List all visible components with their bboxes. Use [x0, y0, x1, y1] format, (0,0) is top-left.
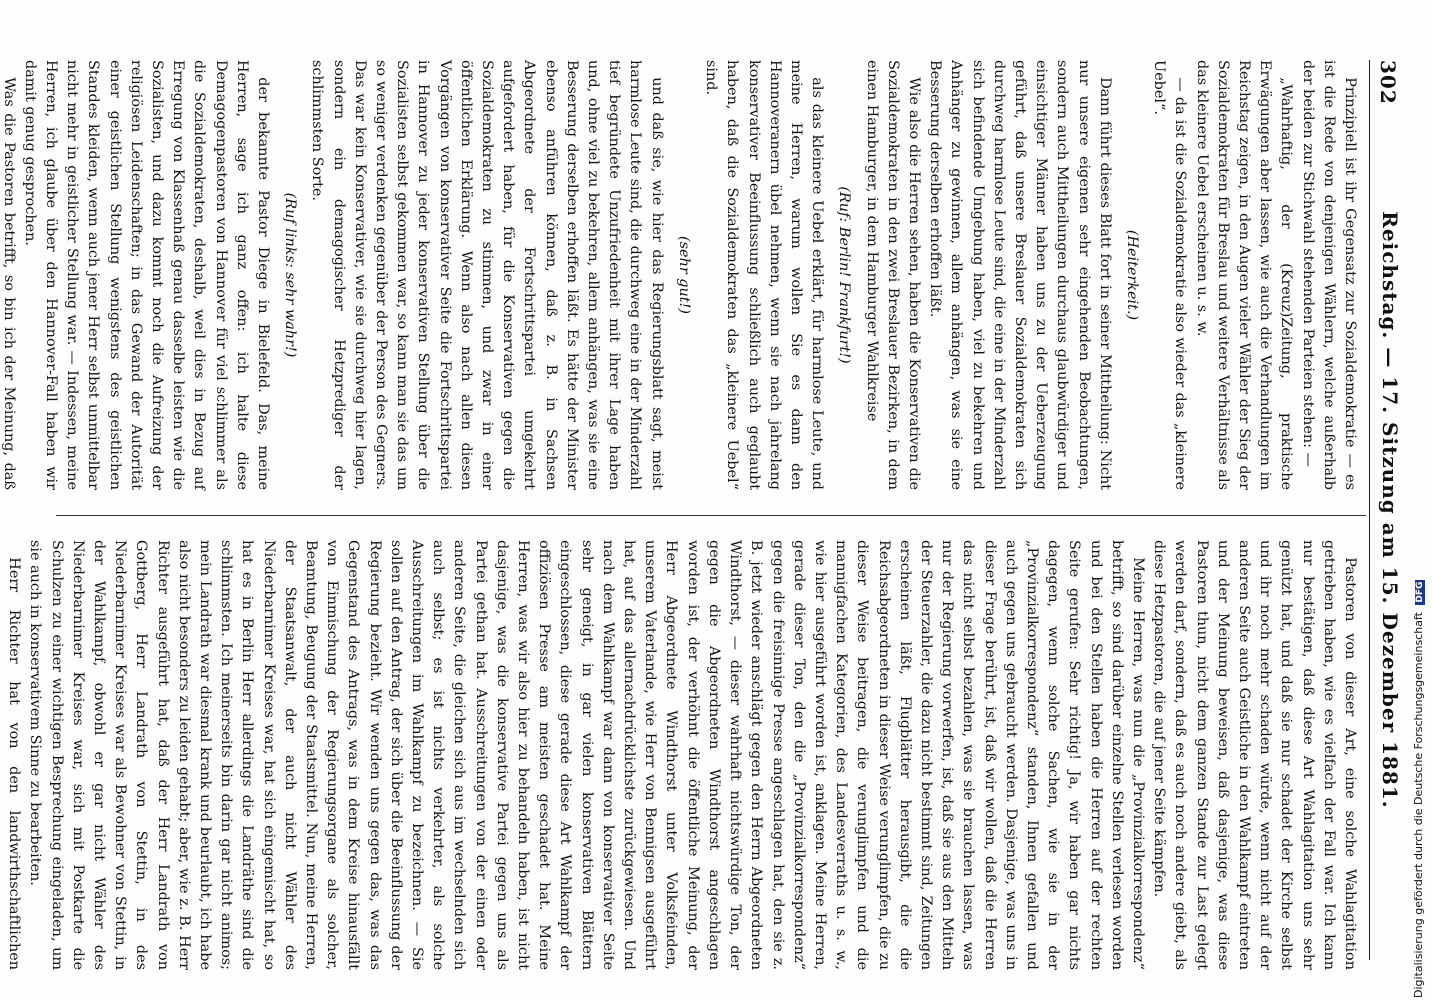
paragraph: — da ist die Sozialdemokratie also wieder das „kleinere Uebel“.	[1151, 60, 1189, 490]
dfg-logo: DFG	[1415, 581, 1425, 603]
paragraph: Herr Richter hat von den landwirthschaftlichen	[6, 557, 23, 970]
paragraph: Wie also die Herren sehen, haben die Konservativen die Sozialdemokraten in den zwei Breslauer Bezirken, in dem einen Hamburger, in dem Hamburger Wahlkreise	[863, 60, 922, 490]
right-column	[0, 540, 1360, 970]
interjection: (Ruf: Berlin! Frankfurt!)	[836, 186, 853, 364]
running-head	[1374, 60, 1404, 960]
paragraph: Was die Pastoren betrifft, so bin ich der Meinung, daß	[0, 77, 17, 490]
left-column	[0, 60, 1360, 490]
header-rule	[1369, 60, 1370, 960]
page-number: 302	[1376, 60, 1400, 105]
paragraph: als das kleinere Uebel erklärt, für harmlose Leute, und meine Herren, warum wollen Sie es dann den Hannoveranern übel nehmen, wenn sie nach jahrelang konservativer Beeinflussung schließlich auch geglaubt haben, daß die Sozialdemokraten das „kleinere Uebel“ sind.	[703, 60, 826, 490]
digitization-note	[1410, 581, 1430, 1000]
page-title: Reichstag. — 17. Sitzung am 15. Dezember 1881.	[1378, 211, 1402, 809]
paragraph: Prinzipiell ist ihr Gegensatz zur Sozialdemokratie — es ist die Rede von denjenigen Wählern, welche außerhalb der beiden zur Stichwahl stehenden Parteien stehen: —	[1299, 60, 1358, 490]
paragraph: Meine Herren, was nun die „Provinzialkorrespondenz“ betrifft, so sind darüber einzelne Stellen verlesen worden und bei den Stellen haben die Herren auf der rechten Seite gerufen: Sehr richtig! Ja, wir haben gar nichts dagegen, wenn solche Sachen, wie sie in der „Provinzialkorrespondenz“ standen, Ihnen gefallen und auch gegen uns gebraucht werden. Dasjenige, was uns in dieser Frage berührt, ist, daß wir wollen, daß die Herren das nicht selbst bezahlen, was sie brauchen lassen, was nur der Regierung vorwerfen, ist, daß sie aus den Mitteln der Steuerzahler, die dazu nicht bestimmt sind, Zeitungen erscheinen läßt, Flugblätter herausgibt, die die Reichsabgeordneten in dieser Weise verunglimpfen, die zu dieser Weise beitragen, die verunglimpfen und die mannigfachen Kategorien, des Landesverraths u. s. w., wie hier ausgeführt worden ist, anklagen. Meine Herren, gerade dieser Ton, den die „Provinzialkorrespondenz“ gegen die freisinnige Presse angeschlagen hat, den sie z. B. jetzt wieder anschlägt gegen den Herrn Abgeordneten Windthorst, — dieser wahrhaft nichtswürdige Ton, der gegen die Abgeordneten Windthorst angeschlagen worden ist, der verhöhnt die öffentliche Meinung, der Herr Abgeordnete Windthorst unter Volksfeinden, unserem Vaterlande, wie Herr von Bennigsen ausgeführt hat, auf das allernachdrücklichste zurückgewiesen. Und nach dem Wahlkampf war dann von konservativer Seite sehr geneigt, in gar vielen konservativen Blättern eingeschlossen, diese gerade diese Art Wahlkampf der offiziösen Presse am meisten geschadet hat. Meine Herren, was wir also hier zu behandeln haben, ist nicht dasjenige, was die konservative Partei gegen uns als Partei gethan hat. Ausschreitungen von der einen oder anderen Seite, die gleichen sich aus im wechselnden sich auch selbst; es ist nichts verkehrter, als solche Ausschreitungen im Wahlkampf zu bezeichnen. — Sie sollen auf den Antrag, der sich über die Beeinflussung der Regierung bezieht. Wir wenden uns gegen das, was das Gegenstand des Antrags, was in dem Kreise hinausfällt von Einmischung der Regierungsorgane als solcher, Beamtung, Beugung der Staatsmittel. Nun, meine Herren, der Staatsanwalt, der auch nicht Wähler des Niederbarnimer Kreises war, hat sich eingemischt hat, so hat es in Berlin Herr allerdings die Landräthe sind die schlimmsten. Ich meinerseits bin darin gar nicht animos; mein Landrath war diesmal krank und beurlaubt, ich habe also nicht besonders zu leiden gehabt; aber, wie z. B. Herr Richter ausgeführt hat, daß der Herr Landrath von Gottberg, Herr Landrath von Stettin, in des Niederbarnimer Kreises war als Bewohner von Stettin, in der Wahlkampf, obwohl er gar nicht Wähler des Niederbarnimer Kreises war, sich mit Postkarte die Schulzen zu einer wichtigen Besprechung eingeladen, um sie auch in konservativem Sinne zu bearbeiten.	[27, 540, 1146, 970]
paragraph: der bekannte Pastor Diege in Bielefeld. Das, meine Herren, sage ich ganz offen: ich halte diese Demagogenpastoren von Hannover für viel schlimmer als die Sozialdemokraten, deshalb, weil dies in Bezug auf Erregung von Klassenhaß genau dasselbe leisten wie die Sozialisten, und dazu kommt noch die Aufreizung der religiösen Leidenschaften; in das Gewand der Autorität einer geistlichen Stellung wenigstens des geistlichen Standes kleiden, wenn auch jener Herr selbst unmittelbar nicht mehr in geistlicher Stellung war. — Indessen, meine Herren, ich glaube über den Hannover-Fall haben wir damit genug gesprochen.	[21, 60, 272, 490]
paragraph: Pastoren von dieser Art, eine solche Wahlagitation getrieben haben, wie es vielfach der Fall war. Ich kann nur bestätigen, daß diese Art Wahlagitation uns sehr genützt hat, und daß sie nur schadet der Kirche selbst und ihr noch mehr schaden würde, wenn nicht auf der anderen Seite auch Geistliche in den Wahlkampf eintreten und der Meinung beweisen, daß dasjenige, was diese Pastoren thun, nicht dem ganzen Stande zur Last gelegt werden darf, sondern, daß es auch noch andere giebt, als diese Hetzpastoren, die auf jener Seite kämpfen.	[1151, 540, 1358, 970]
interjection: (Ruf links: sehr wahr!)	[282, 192, 299, 358]
interjection: (Heiterkeit.)	[1123, 229, 1140, 321]
digitization-text: Digitalisierung gefördert durch die Deutsche Forschungsgemeinschaft	[1412, 612, 1425, 998]
paragraph: „Wahrhaftig, der (Kreuz)Zeitung, praktische Erwägungen aber lassen, wie auch die Verhandlungen im Reichstag zeigen, in den Augen vieler Wähler der Sieg der Sozialdemokraten für Breslau und weitere Verhältnisse als das kleinere Uebel erscheinen u. s. w.	[1193, 60, 1295, 490]
column-divider	[56, 515, 1366, 516]
paragraph: Dann führt dieses Blatt fort in seiner Mittheilung: Nicht nur unsere eigenen sehr eingehenden Beobachtungen, sondern auch Mittheilungen durchaus glaubwürdiger und einsichtiger Männer haben uns zu der Ueberzeugung geführt, daß unsere Breslauer Sozialdemokraten sich durchweg harmlose Leute sind, die eine in der Minderzahl sich befindende Umgebung haben, viel zu bekehren und Anhänger zu gewinnen, allem anhängen, was sie eine Besserung derselben erhoffen läßt.	[927, 60, 1113, 490]
interjection: (sehr gut!)	[675, 236, 692, 314]
paragraph: und daß sie, wie hier das Regierungsblatt sagt, meist harmlose Leute sind, die durchweg eine in der Minderzahl tief begründete Unzufriedenheit mit ihrer Lage haben und, ohne viel zu bekehren, allem anhängen, was sie eine Besserung derselben erhoffen läßt. Es hätte der Minister ebenso anführen können, daß z. B. in Sachsen Abgeordnete der Fortschrittspartei umgekehrt aufgefordert haben, für die Konservativen gegen die Sozialdemokraten zu stimmen, und zwar in einer öffentlichen Erklärung. Wenn also nach allen diesen Vorgängen von konservativer Seite die Fortschrittspartei in Hannover zu jeder konservativen Stellung über die Sozialisten selbst gekommen war, so kann man sie das um so weniger verdenken gegenüber der Person des Gegners. Das war kein Konservativer, wie sie durchweg hier lagen, sondern ein demagogischer Hetzprediger der schlimmsten Sorte.	[309, 60, 665, 490]
